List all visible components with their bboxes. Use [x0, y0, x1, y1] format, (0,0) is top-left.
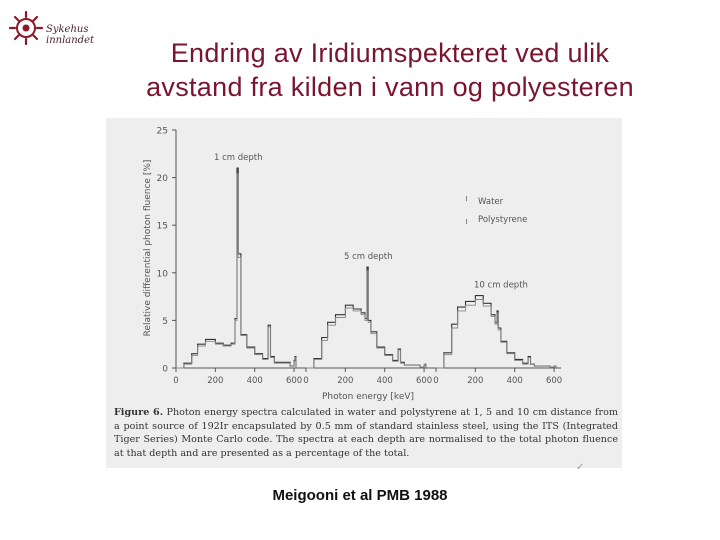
series-line-water	[436, 296, 556, 368]
logo-line-2: innlandet	[46, 35, 95, 46]
x-tick-label: 600	[285, 376, 303, 386]
series-line-polystyrene	[436, 300, 556, 369]
x-tick-label: 200	[207, 376, 224, 386]
y-tick-label: 5	[162, 316, 168, 327]
y-tick-label: 0	[162, 364, 168, 375]
panel-label: 5 cm depth	[344, 252, 393, 263]
y-tick-label: 20	[156, 174, 168, 185]
series-line-polystyrene	[306, 271, 426, 368]
series-line-water	[306, 267, 426, 368]
scanned-figure	[106, 118, 622, 473]
y-tick-label: 25	[156, 126, 168, 137]
y-tick-label: 10	[156, 269, 168, 280]
x-tick-label: 200	[467, 376, 484, 386]
legend-symbol-water: ╵	[464, 197, 470, 207]
title-line-1: Endring av Iridiumspekteret ved ulik	[170, 38, 610, 68]
x-tick-label: 0	[173, 376, 179, 386]
y-axis-label: Relative differential photon fluence [%]	[143, 159, 153, 337]
x-tick-label: 400	[506, 376, 523, 386]
figure-caption	[114, 406, 618, 460]
x-tick-label: 600	[545, 376, 563, 386]
y-tick-label: 15	[156, 221, 168, 232]
legend-label-water: Water	[478, 197, 504, 207]
x-tick-label: 0	[433, 376, 439, 386]
source-credit: Meigooni et al PMB 1988	[272, 487, 448, 504]
legend-symbol-polystyrene: ╷	[464, 215, 470, 225]
compass-rose-icon	[8, 8, 48, 54]
x-tick-label: 600	[415, 376, 433, 386]
caption-label: Figure 6.	[114, 407, 164, 418]
slide-title	[60, 36, 720, 104]
title-line-2: avstand fra kilden i vann og polyesteren	[146, 72, 634, 102]
x-tick-label: 200	[337, 376, 354, 386]
x-axis-label: Photon energy [keV]	[321, 392, 415, 402]
series-line-water	[176, 168, 296, 368]
caption-text: Photon energy spectra calculated in water and polystyrene at 1, 5 and 10 cm distance from a point source of 192Ir encapsulated by 0.5 mm of standard stainless steel, using the ITS (Integrated Tiger Series) Monte Carlo code. The spectra at each depth are normalised to the total photon fluence at that depth and are presented as a percentage of the total.	[114, 407, 619, 459]
x-tick-label: 400	[246, 376, 263, 386]
legend-label-polystyrene: Polystyrene	[478, 215, 528, 225]
x-tick-label: 0	[303, 376, 309, 386]
panel-label: 1 cm depth	[214, 153, 263, 164]
x-tick-label: 400	[376, 376, 393, 386]
check-mark-icon: ✓	[576, 462, 585, 473]
series-line-polystyrene	[176, 174, 296, 368]
logo-line-1: Sykehus	[46, 24, 89, 35]
panel-label: 10 cm depth	[474, 280, 528, 291]
